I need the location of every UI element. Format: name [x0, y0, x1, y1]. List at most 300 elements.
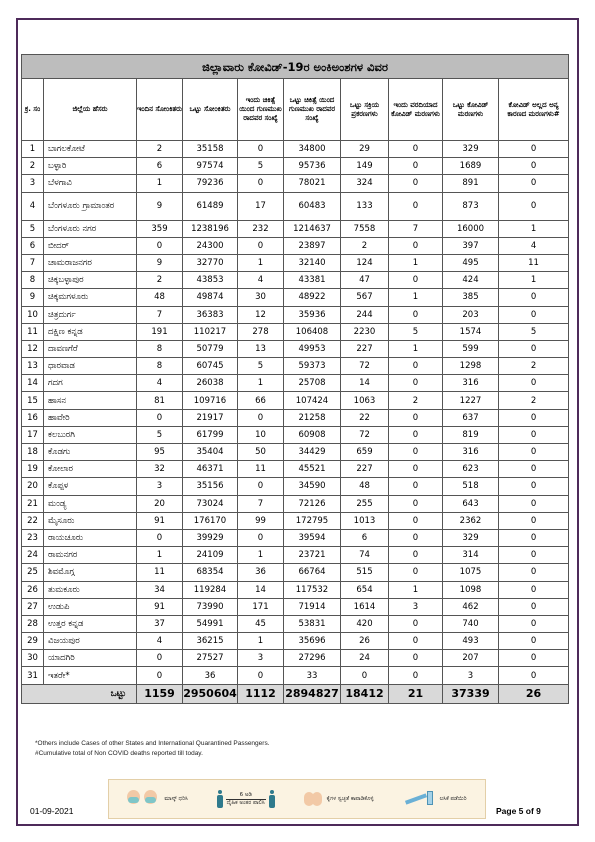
vaccine-guideline [403, 787, 467, 811]
total-discharged-cell: 95736 [284, 158, 341, 175]
total-discharged-cell: 45521 [284, 461, 341, 478]
today-discharged-cell: 0 [238, 529, 284, 546]
district-name-cell: ಚಿತ್ರದುರ್ಗ [44, 306, 137, 323]
district-name-cell: ವಿಜಯಪುರ [44, 633, 137, 650]
total-deaths-cell: 518 [443, 478, 499, 495]
today-cases-cell: 4 [137, 633, 183, 650]
serial-cell: 7 [22, 254, 44, 271]
total-deaths-cell: 385 [443, 289, 499, 306]
today-deaths-cell: 1 [389, 289, 443, 306]
serial-cell: 10 [22, 306, 44, 323]
total-discharged-cell: 1214637 [284, 220, 341, 237]
today-deaths-cell: 0 [389, 409, 443, 426]
table-row [22, 141, 569, 158]
non-covid-deaths-cell: 0 [499, 529, 569, 546]
total-discharged-cell: 66764 [284, 564, 341, 581]
mask-guideline [127, 784, 188, 814]
active-cases-cell: 22 [341, 409, 389, 426]
active-cases-cell: 2 [341, 237, 389, 254]
column-header: ಒಟ್ಟು ಸಕ್ರಿಯ ಪ್ರಕರಣಗಳು [341, 79, 389, 141]
district-name-cell: ರಾಯಚೂರು [44, 529, 137, 546]
table-row [22, 237, 569, 254]
today-deaths-cell: 0 [389, 512, 443, 529]
column-header: ಜಿಲ್ಲೆಯ ಹೆಸರು [44, 79, 137, 141]
today-cases-cell: 20 [137, 495, 183, 512]
column-header: ಇಂದು ಚಿಕಿತ್ಸೆ ಯಿಂದ ಗುಣಮುಖ ರಾದವರ ಸಂಖ್ಯೆ [238, 79, 284, 141]
active-cases-cell: 515 [341, 564, 389, 581]
non-covid-deaths-cell: 0 [499, 581, 569, 598]
today-deaths-cell: 0 [389, 478, 443, 495]
serial-cell: 15 [22, 392, 44, 409]
active-cases-cell: 1063 [341, 392, 389, 409]
non-covid-deaths-cell: 0 [499, 444, 569, 461]
report-date: 01-09-2021 [30, 806, 74, 816]
non-covid-deaths-cell: 0 [499, 158, 569, 175]
active-cases-cell: 48 [341, 478, 389, 495]
today-cases-cell: 91 [137, 512, 183, 529]
totals-today-deaths: 21 [389, 684, 443, 703]
today-discharged-cell: 3 [238, 650, 284, 667]
total-deaths-cell: 3 [443, 667, 499, 684]
non-covid-deaths-cell: 1 [499, 272, 569, 289]
total-cases-cell: 36383 [183, 306, 238, 323]
footnote-non-covid: #Cumulative total of Non COVID deaths reported till today. [35, 750, 203, 757]
total-deaths-cell: 495 [443, 254, 499, 271]
today-deaths-cell: 0 [389, 426, 443, 443]
total-cases-cell: 60745 [183, 358, 238, 375]
non-covid-deaths-cell: 0 [499, 615, 569, 632]
total-deaths-cell: 1574 [443, 323, 499, 340]
today-deaths-cell: 0 [389, 529, 443, 546]
table-title: ಜಿಲ್ಲಾವಾರು ಕೋವಿಡ್-19ರ ಅಂಕಿಅಂಶಗಳ ವಿವರ [22, 55, 569, 79]
non-covid-deaths-cell: 4 [499, 237, 569, 254]
table-row [22, 512, 569, 529]
covid-guidelines-banner [108, 779, 486, 819]
serial-cell: 4 [22, 192, 44, 220]
total-discharged-cell: 117532 [284, 581, 341, 598]
today-deaths-cell: 0 [389, 444, 443, 461]
table-row [22, 289, 569, 306]
today-deaths-cell: 0 [389, 141, 443, 158]
syringe-icon [403, 787, 437, 811]
today-discharged-cell: 278 [238, 323, 284, 340]
total-discharged-cell: 27296 [284, 650, 341, 667]
today-deaths-cell: 0 [389, 615, 443, 632]
total-cases-cell: 61489 [183, 192, 238, 220]
person-icon [269, 790, 275, 808]
table-row [22, 323, 569, 340]
serial-cell: 11 [22, 323, 44, 340]
total-cases-cell: 24109 [183, 547, 238, 564]
total-cases-cell: 109716 [183, 392, 238, 409]
total-cases-cell: 68354 [183, 564, 238, 581]
table-row [22, 650, 569, 667]
totals-total-discharged: 2894827 [284, 684, 341, 703]
column-header: ಒಟ್ಟು ಕೋವಿಡ್ ಮರಣಗಳು [443, 79, 499, 141]
today-cases-cell: 0 [137, 409, 183, 426]
serial-cell: 19 [22, 461, 44, 478]
table-row [22, 220, 569, 237]
handwash-guideline [304, 788, 374, 810]
column-header: ಒಟ್ಟು ಚಿಕಿತ್ಸೆ ಯಿಂದ ಗುಣಮುಖ ರಾದವರ ಸಂಖ್ಯೆ [284, 79, 341, 141]
table-row [22, 375, 569, 392]
today-cases-cell: 9 [137, 192, 183, 220]
table-row [22, 426, 569, 443]
today-discharged-cell: 50 [238, 444, 284, 461]
today-deaths-cell: 0 [389, 667, 443, 684]
column-header: ಇಂದಿನ ಸೋಂಕಿತರು [137, 79, 183, 141]
total-deaths-cell: 462 [443, 598, 499, 615]
page-number: Page 5 of 9 [496, 806, 541, 816]
serial-cell: 25 [22, 564, 44, 581]
non-covid-deaths-cell: 2 [499, 392, 569, 409]
today-discharged-cell: 99 [238, 512, 284, 529]
district-name-cell: ಹಾಸನ [44, 392, 137, 409]
total-discharged-cell: 34590 [284, 478, 341, 495]
total-discharged-cell: 60483 [284, 192, 341, 220]
today-deaths-cell: 0 [389, 272, 443, 289]
table-row [22, 158, 569, 175]
column-header: ಇಂದು ವರದಿಯಾದ ಕೋವಿಡ್ ಮರಣಗಳು [389, 79, 443, 141]
serial-cell: 14 [22, 375, 44, 392]
total-cases-cell: 46371 [183, 461, 238, 478]
today-cases-cell: 1 [137, 175, 183, 192]
total-cases-cell: 61799 [183, 426, 238, 443]
today-discharged-cell: 17 [238, 192, 284, 220]
total-deaths-cell: 1227 [443, 392, 499, 409]
footnote-others: *Others include Cases of other States and International Quarantined Passengers. [35, 740, 270, 747]
non-covid-deaths-cell: 0 [499, 598, 569, 615]
today-discharged-cell: 5 [238, 158, 284, 175]
district-name-cell: ಧಾರವಾಡ [44, 358, 137, 375]
total-deaths-cell: 493 [443, 633, 499, 650]
total-discharged-cell: 35696 [284, 633, 341, 650]
district-name-cell: ದಕ್ಷಿಣ ಕನ್ನಡ [44, 323, 137, 340]
serial-cell: 12 [22, 340, 44, 357]
total-cases-cell: 176170 [183, 512, 238, 529]
district-name-cell: ಚಿಕ್ಕಬಳ್ಳಾಪುರ [44, 272, 137, 289]
today-deaths-cell: 0 [389, 375, 443, 392]
today-cases-cell: 6 [137, 158, 183, 175]
active-cases-cell: 133 [341, 192, 389, 220]
serial-cell: 21 [22, 495, 44, 512]
non-covid-deaths-cell: 11 [499, 254, 569, 271]
district-name-cell: ಯಾದಗಿರಿ [44, 650, 137, 667]
active-cases-cell: 1013 [341, 512, 389, 529]
person-icon [217, 790, 223, 808]
total-deaths-cell: 203 [443, 306, 499, 323]
total-discharged-cell: 39594 [284, 529, 341, 546]
serial-cell: 8 [22, 272, 44, 289]
today-discharged-cell: 171 [238, 598, 284, 615]
vaccine-text: ಲಸಿಕೆ ಪಡೆಯಿರಿ [439, 795, 467, 802]
total-cases-cell: 43853 [183, 272, 238, 289]
today-cases-cell: 191 [137, 323, 183, 340]
total-cases-cell: 35158 [183, 141, 238, 158]
serial-cell: 18 [22, 444, 44, 461]
today-deaths-cell: 2 [389, 392, 443, 409]
table-body [22, 141, 569, 685]
today-discharged-cell: 45 [238, 615, 284, 632]
non-covid-deaths-cell: 0 [499, 512, 569, 529]
non-covid-deaths-cell: 0 [499, 340, 569, 357]
total-cases-cell: 110217 [183, 323, 238, 340]
total-deaths-cell: 873 [443, 192, 499, 220]
table-row [22, 667, 569, 684]
column-header: ಒಟ್ಟು ಸೋಂಕಿತರು [183, 79, 238, 141]
distance-guideline [217, 790, 275, 808]
district-name-cell: ಬೆಳಗಾವಿ [44, 175, 137, 192]
total-cases-cell: 27527 [183, 650, 238, 667]
total-cases-cell: 97574 [183, 158, 238, 175]
district-name-cell: ಹಾವೇರಿ [44, 409, 137, 426]
serial-cell: 1 [22, 141, 44, 158]
district-name-cell: ದಾವಣಗೆರೆ [44, 340, 137, 357]
total-deaths-cell: 819 [443, 426, 499, 443]
district-name-cell: ಚಾಮರಾಜನಗರ [44, 254, 137, 271]
today-deaths-cell: 0 [389, 158, 443, 175]
hand-wash-icon [304, 788, 324, 810]
non-covid-deaths-cell: 0 [499, 375, 569, 392]
total-discharged-cell: 34800 [284, 141, 341, 158]
header-row [22, 79, 569, 141]
total-discharged-cell: 49953 [284, 340, 341, 357]
table-row [22, 192, 569, 220]
today-deaths-cell: 0 [389, 495, 443, 512]
table-row [22, 254, 569, 271]
total-cases-cell: 50779 [183, 340, 238, 357]
total-deaths-cell: 599 [443, 340, 499, 357]
district-name-cell: ಬೀದರ್ [44, 237, 137, 254]
non-covid-deaths-cell: 5 [499, 323, 569, 340]
district-name-cell: ಬೆಂಗಳೂರು ನಗರ [44, 220, 137, 237]
active-cases-cell: 14 [341, 375, 389, 392]
total-discharged-cell: 35936 [284, 306, 341, 323]
district-name-cell: ಉಡುಪಿ [44, 598, 137, 615]
column-header: ಕ್ರ. ಸಂ [22, 79, 44, 141]
total-deaths-cell: 16000 [443, 220, 499, 237]
today-discharged-cell: 11 [238, 461, 284, 478]
total-cases-cell: 39929 [183, 529, 238, 546]
today-cases-cell: 11 [137, 564, 183, 581]
total-discharged-cell: 21258 [284, 409, 341, 426]
district-name-cell: ಮಂಡ್ಯ [44, 495, 137, 512]
total-deaths-cell: 643 [443, 495, 499, 512]
totals-active: 18412 [341, 684, 389, 703]
total-deaths-cell: 1075 [443, 564, 499, 581]
active-cases-cell: 2230 [341, 323, 389, 340]
total-cases-cell: 26038 [183, 375, 238, 392]
serial-cell: 22 [22, 512, 44, 529]
total-deaths-cell: 1298 [443, 358, 499, 375]
total-discharged-cell: 71914 [284, 598, 341, 615]
non-covid-deaths-cell: 0 [499, 175, 569, 192]
today-deaths-cell: 7 [389, 220, 443, 237]
table-row [22, 358, 569, 375]
today-deaths-cell: 0 [389, 564, 443, 581]
today-discharged-cell: 1 [238, 375, 284, 392]
total-cases-cell: 32770 [183, 254, 238, 271]
today-cases-cell: 91 [137, 598, 183, 615]
total-deaths-cell: 207 [443, 650, 499, 667]
total-discharged-cell: 23721 [284, 547, 341, 564]
district-name-cell: ಇತರೇ* [44, 667, 137, 684]
today-cases-cell: 0 [137, 237, 183, 254]
active-cases-cell: 24 [341, 650, 389, 667]
district-name-cell: ಶಿವಮೊಗ್ಗ [44, 564, 137, 581]
serial-cell: 16 [22, 409, 44, 426]
non-covid-deaths-cell: 0 [499, 650, 569, 667]
today-cases-cell: 9 [137, 254, 183, 271]
arrow-icon [226, 799, 266, 800]
total-discharged-cell: 106408 [284, 323, 341, 340]
today-discharged-cell: 0 [238, 478, 284, 495]
table-row [22, 581, 569, 598]
total-deaths-cell: 424 [443, 272, 499, 289]
active-cases-cell: 7558 [341, 220, 389, 237]
serial-cell: 27 [22, 598, 44, 615]
today-cases-cell: 81 [137, 392, 183, 409]
today-cases-cell: 48 [137, 289, 183, 306]
total-cases-cell: 49874 [183, 289, 238, 306]
today-cases-cell: 8 [137, 358, 183, 375]
serial-cell: 17 [22, 426, 44, 443]
serial-cell: 6 [22, 237, 44, 254]
district-name-cell: ಚಿಕ್ಕಮಗಳೂರು [44, 289, 137, 306]
today-discharged-cell: 232 [238, 220, 284, 237]
district-name-cell: ಕೋಲಾರ [44, 461, 137, 478]
non-covid-deaths-cell: 0 [499, 478, 569, 495]
serial-cell: 5 [22, 220, 44, 237]
table-row [22, 461, 569, 478]
today-deaths-cell: 1 [389, 254, 443, 271]
today-cases-cell: 359 [137, 220, 183, 237]
non-covid-deaths-cell: 0 [499, 192, 569, 220]
table-row [22, 495, 569, 512]
non-covid-deaths-cell: 0 [499, 495, 569, 512]
non-covid-deaths-cell: 0 [499, 564, 569, 581]
today-deaths-cell: 0 [389, 306, 443, 323]
today-cases-cell: 0 [137, 529, 183, 546]
total-discharged-cell: 23897 [284, 237, 341, 254]
active-cases-cell: 124 [341, 254, 389, 271]
today-cases-cell: 1 [137, 547, 183, 564]
distance-value: 6 ಅಡಿ [239, 791, 252, 798]
total-cases-cell: 1238196 [183, 220, 238, 237]
today-cases-cell: 37 [137, 615, 183, 632]
today-deaths-cell: 0 [389, 358, 443, 375]
total-cases-cell: 35156 [183, 478, 238, 495]
total-deaths-cell: 329 [443, 529, 499, 546]
totals-total-deaths: 37339 [443, 684, 499, 703]
today-deaths-cell: 0 [389, 175, 443, 192]
active-cases-cell: 227 [341, 461, 389, 478]
totals-label: ಒಟ್ಟು [22, 684, 137, 703]
total-cases-cell: 36215 [183, 633, 238, 650]
today-discharged-cell: 1 [238, 633, 284, 650]
district-name-cell: ಉತ್ತರ ಕನ್ನಡ [44, 615, 137, 632]
total-discharged-cell: 53831 [284, 615, 341, 632]
serial-cell: 31 [22, 667, 44, 684]
total-cases-cell: 119284 [183, 581, 238, 598]
totals-today: 1159 [137, 684, 183, 703]
today-discharged-cell: 1 [238, 254, 284, 271]
active-cases-cell: 420 [341, 615, 389, 632]
totals-total: 2950604 [183, 684, 238, 703]
today-discharged-cell: 14 [238, 581, 284, 598]
table-row [22, 529, 569, 546]
table-row [22, 175, 569, 192]
total-discharged-cell: 72126 [284, 495, 341, 512]
covid-district-table [21, 54, 569, 704]
table-row [22, 547, 569, 564]
today-deaths-cell: 1 [389, 581, 443, 598]
today-cases-cell: 2 [137, 141, 183, 158]
table-row [22, 306, 569, 323]
active-cases-cell: 29 [341, 141, 389, 158]
active-cases-cell: 244 [341, 306, 389, 323]
serial-cell: 13 [22, 358, 44, 375]
serial-cell: 23 [22, 529, 44, 546]
total-deaths-cell: 2362 [443, 512, 499, 529]
today-cases-cell: 2 [137, 272, 183, 289]
today-cases-cell: 3 [137, 478, 183, 495]
masked-faces-icon [127, 784, 161, 814]
today-cases-cell: 7 [137, 306, 183, 323]
district-name-cell: ಕಲಬುರಗಿ [44, 426, 137, 443]
today-discharged-cell: 0 [238, 141, 284, 158]
today-cases-cell: 5 [137, 426, 183, 443]
total-cases-cell: 79236 [183, 175, 238, 192]
total-discharged-cell: 78021 [284, 175, 341, 192]
today-deaths-cell: 0 [389, 237, 443, 254]
district-name-cell: ಮೈಸೂರು [44, 512, 137, 529]
active-cases-cell: 567 [341, 289, 389, 306]
non-covid-deaths-cell: 0 [499, 461, 569, 478]
total-deaths-cell: 637 [443, 409, 499, 426]
total-deaths-cell: 329 [443, 141, 499, 158]
total-cases-cell: 73024 [183, 495, 238, 512]
total-deaths-cell: 316 [443, 444, 499, 461]
district-name-cell: ಬಾಗಲಕೋಟೆ [44, 141, 137, 158]
non-covid-deaths-cell: 0 [499, 306, 569, 323]
total-discharged-cell: 32140 [284, 254, 341, 271]
non-covid-deaths-cell: 0 [499, 547, 569, 564]
active-cases-cell: 654 [341, 581, 389, 598]
today-discharged-cell: 0 [238, 667, 284, 684]
total-discharged-cell: 25708 [284, 375, 341, 392]
total-deaths-cell: 891 [443, 175, 499, 192]
active-cases-cell: 74 [341, 547, 389, 564]
table-row [22, 633, 569, 650]
non-covid-deaths-cell: 0 [499, 426, 569, 443]
table-row [22, 615, 569, 632]
serial-cell: 30 [22, 650, 44, 667]
total-cases-cell: 54991 [183, 615, 238, 632]
totals-non-covid-deaths: 26 [499, 684, 569, 703]
mask-text: ಮಾಸ್ಕ್ ಧರಿಸಿ [164, 795, 188, 802]
today-discharged-cell: 30 [238, 289, 284, 306]
active-cases-cell: 72 [341, 358, 389, 375]
table-row [22, 409, 569, 426]
today-discharged-cell: 36 [238, 564, 284, 581]
today-cases-cell: 8 [137, 340, 183, 357]
today-deaths-cell: 0 [389, 547, 443, 564]
total-cases-cell: 35404 [183, 444, 238, 461]
today-deaths-cell: 0 [389, 192, 443, 220]
serial-cell: 24 [22, 547, 44, 564]
table-row [22, 392, 569, 409]
